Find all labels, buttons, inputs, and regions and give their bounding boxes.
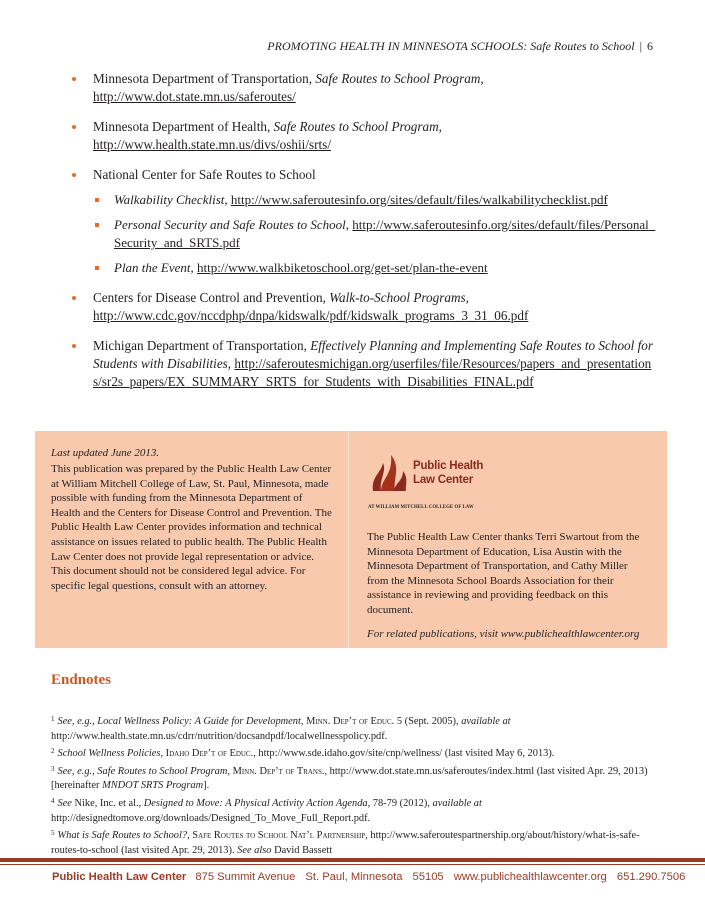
list-item: National Center for Safe Routes to School Walkability Checklist, http://www.saferoutesinfo.org/sites/default/files/walkabilitychecklist.pdf Personal Security and Safe Routes to School, http://www.saferoutesinfo.org/sites/default/files/Personal_Security_and_SRTS.pdf Plan the Event, http://www.walkbiketoschool.org/get-set/plan-the-event	[68, 166, 658, 277]
footer-address: 875 Summit Avenue	[195, 871, 296, 883]
phlc-logo	[367, 447, 649, 517]
resource-list	[68, 70, 658, 403]
info-box	[35, 431, 667, 648]
endnotes-heading: Endnotes	[51, 672, 112, 688]
footer-rule-thick	[0, 858, 705, 862]
info-box-left	[35, 431, 349, 648]
resource-link[interactable]: http://www.walkbiketoschool.org/get-set/plan-the-event	[197, 260, 488, 275]
sub-list-item: Plan the Event, http://www.walkbiketoschool.org/get-set/plan-the-event	[93, 259, 658, 277]
endnote: $^1$ See, e.g., Local Wellness Policy: A Guide for Development, Minn. Dep’t of Educ. 5 (Sept. 2005), available at http://www.health.state.mn.us/cdrr/nutrition/docsandpdf/localwellnesspolicy.pdf.	[51, 715, 511, 742]
list-item: Centers for Disease Control and Prevention, Walk-to-School Programs, http://www.cdc.gov/nccdphp/dnpa/kidswalk/pdf/kidswalk_programs_3_31_06.pdf	[68, 289, 658, 325]
footer-org: Public Health Law Center	[52, 871, 187, 883]
sub-list	[93, 191, 658, 277]
resource-link[interactable]: http://saferoutesmichigan.org/userfiles/file/Resources/papers_and_presentations/sr2s_papers/EX_SUMMARY_SRTS_for_Students_with_Disabilities_FINAL.pdf	[93, 356, 652, 389]
list-item: Michigan Department of Transportation, Effectively Planning and Implementing Safe Routes to School for Students with Disabilities, http://saferoutesmichigan.org/userfiles/file/Resources/papers_and_presentations/sr2s_papers/EX_SUMMARY_SRTS_for_Students_with_Disabilities_FINAL.pdf	[68, 337, 658, 391]
thanks-text: The Public Health Law Center thanks Terri Swartout from the Minnesota Department of Education, Lisa Austin with the Minnesota Department of Transportation, and Cathy Miller from the Minnesota School Boards Association for their assistance in reviewing and providing feedback on this document.	[367, 531, 640, 616]
running-header	[267, 39, 653, 54]
resource-link[interactable]: http://www.cdc.gov/nccdphp/dnpa/kidswalk/pdf/kidswalk_programs_3_31_06.pdf	[93, 308, 529, 323]
footer-zip: 55105	[412, 871, 444, 883]
footer-rule-thin	[0, 864, 705, 865]
header-title: PROMOTING HEALTH IN MINNESOTA SCHOOLS: Safe Routes to School	[267, 39, 635, 53]
logo-line-3: AT WILLIAM MITCHELL COLLEGE OF LAW	[368, 505, 474, 510]
logo-line-1: Public Health	[413, 460, 484, 472]
header-separator: |	[639, 39, 642, 53]
info-box-right	[349, 431, 667, 648]
sub-list-item: Personal Security and Safe Routes to School, http://www.saferoutesinfo.org/sites/default/files/Personal_Security_and_SRTS.pdf	[93, 216, 658, 252]
resource-link[interactable]: http://www.saferoutesinfo.org/sites/default/files/Personal_Security_and_SRTS.pdf	[114, 217, 656, 250]
disclaimer-text: This publication was prepared by the Public Health Law Center at William Mitchell College of Law, St. Paul, Minnesota, made possible with funding from the Minnesota Department of Health and the Centers for Disease Control and Prevention. The Public Health Law Center provides information and technical assistance on issues related to public health. The Public Health Law Center does not provide legal representation or advice. This document should not be considered legal advice. For specific legal questions, consult with an attorney.	[51, 463, 332, 592]
last-updated: Last updated June 2013.	[51, 447, 160, 459]
footer-website[interactable]: www.publichealthlawcenter.org	[453, 871, 607, 883]
page-footer	[52, 871, 686, 883]
endnote: $^4$ See Nike, Inc. et al., Designed to Move: A Physical Activity Action Agenda, 78-79 (2012), available at http://designedtomove.org/downloads/Designed_To_Move_Full_Report.pdf.	[51, 796, 482, 824]
related-publications: For related publications, visit www.publichealthlawcenter.org	[367, 627, 640, 640]
logo-line-2: Law Center	[413, 474, 473, 486]
resource-link[interactable]: http://www.health.state.mn.us/divs/oshii/srts/	[93, 137, 331, 152]
footer-phone: 651.290.7506	[616, 871, 686, 883]
flame-logo-icon	[367, 449, 411, 493]
endnote: $^2$ School Wellness Policies, Idaho Dep’t of Educ., http://www.sde.idaho.gov/site/cnp/wellness/ (last visited May 6, 2013).	[51, 747, 555, 760]
endnotes-list	[51, 712, 651, 858]
list-item: Minnesota Department of Transportation, Safe Routes to School Program, http://www.dot.state.mn.us/saferoutes/	[68, 70, 658, 106]
endnote: $^5$ What is Safe Routes to School?, Safe Routes to School Nat’l Partnership, http://www.saferoutespartnership.org/about/history/what-is-safe-routes-to-school (last visited Apr. 29, 2013). See also David Bassett	[51, 829, 640, 856]
resource-link[interactable]: http://www.saferoutesinfo.org/sites/default/files/walkabilitychecklist.pdf	[230, 192, 608, 207]
footer-city: St. Paul, Minnesota	[305, 871, 403, 883]
list-item: Minnesota Department of Health, Safe Routes to School Program, http://www.health.state.mn.us/divs/oshii/srts/	[68, 118, 658, 154]
resource-link[interactable]: http://www.dot.state.mn.us/saferoutes/	[93, 89, 296, 104]
page-number: 6	[647, 39, 653, 53]
sub-list-item: Walkability Checklist, http://www.saferoutesinfo.org/sites/default/files/walkabilitychecklist.pdf	[93, 191, 658, 209]
endnote: $^3$ See, e.g., Safe Routes to School Program, Minn. Dep’t of Trans., http://www.dot.state.mn.us/saferoutes/index.html (last visited Apr. 29, 2013) [hereinafter MNDOT SRTS Program].	[51, 764, 648, 792]
